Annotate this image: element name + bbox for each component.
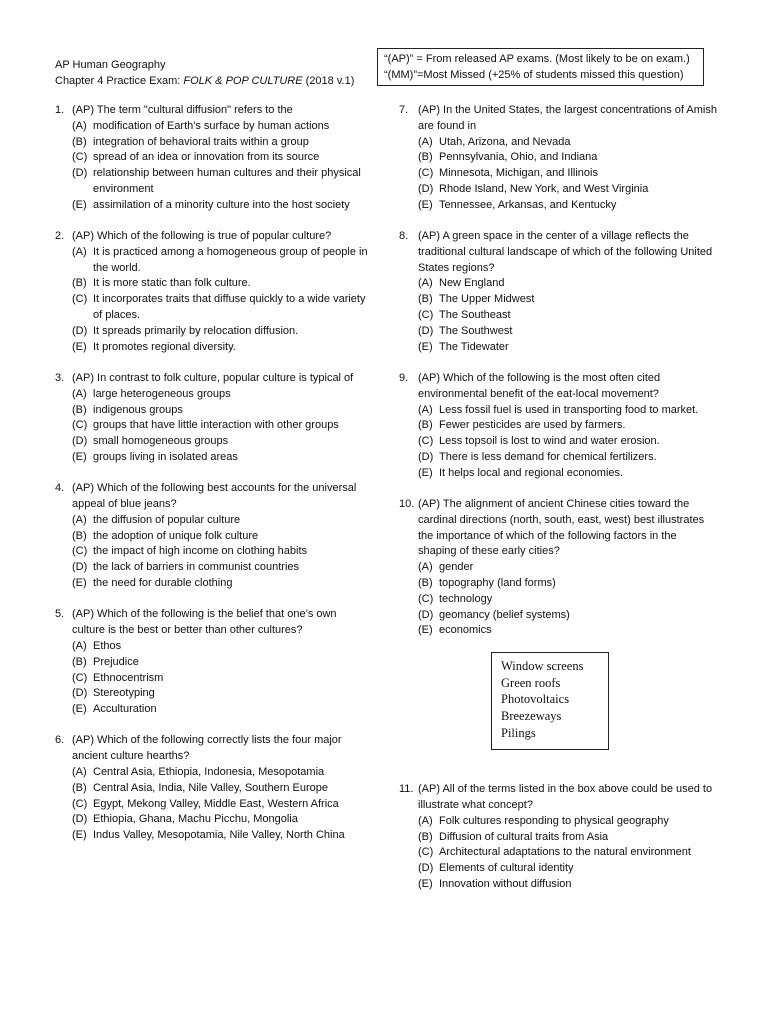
- option-letter: (A): [72, 245, 87, 258]
- term-item: Green roofs: [501, 675, 561, 690]
- option-text: It incorporates traits that diffuse quickly to a wide variety of places.: [93, 293, 366, 322]
- option-letter: (B): [418, 293, 433, 306]
- option-letter: (E): [72, 703, 87, 716]
- option-letter: (E): [418, 624, 433, 637]
- answer-option: [72, 434, 370, 450]
- question: [399, 103, 717, 214]
- answer-option: [418, 166, 717, 182]
- question: [55, 371, 370, 466]
- question-number: 4.: [55, 482, 65, 495]
- option-letter: (A): [72, 387, 87, 400]
- answer-option: [418, 623, 717, 639]
- term-item: Window screens: [501, 659, 584, 674]
- option-letter: (C): [418, 167, 434, 180]
- legend-box: [377, 48, 704, 86]
- course-title: AP Human Geography: [55, 59, 166, 71]
- option-text: large heterogeneous groups: [93, 387, 231, 400]
- question-number: 1.: [55, 104, 65, 116]
- option-text: integration of behavioral traits within a group: [93, 135, 309, 148]
- option-letter: (A): [72, 513, 87, 526]
- term-box: [491, 652, 609, 750]
- answer-option: [72, 119, 370, 135]
- option-letter: (C): [418, 846, 434, 859]
- option-text: It is more static than folk culture.: [93, 277, 251, 290]
- chapter-suffix: (2018 v.1): [302, 75, 355, 87]
- option-text: Less topsoil is lost to wind and water erosion.: [439, 435, 660, 448]
- option-letter: (E): [72, 829, 87, 842]
- option-text: Indus Valley, Mesopotamia, Nile Valley, North China: [93, 829, 345, 842]
- question-stem: [55, 103, 370, 119]
- option-letter: (A): [72, 765, 87, 778]
- option-text: Minnesota, Michigan, and Illinois: [439, 167, 598, 180]
- question-number: 11.: [399, 783, 414, 796]
- answer-option: [72, 765, 370, 781]
- answer-option: [418, 308, 717, 324]
- option-text: Tennessee, Arkansas, and Kentucky: [439, 198, 617, 211]
- option-letter: (C): [72, 151, 88, 164]
- option-letter: (E): [418, 466, 433, 479]
- question: [55, 607, 370, 718]
- option-text: relationship between human cultures and their physical environment: [93, 167, 361, 195]
- question-text: (AP) A green space in the center of a village reflects the traditional cultural landscape of which of the following United States regions?: [418, 230, 713, 274]
- option-text: the diffusion of popular culture: [93, 513, 241, 526]
- answer-option: [418, 418, 717, 434]
- exam-header: [55, 57, 354, 89]
- question: [399, 229, 717, 355]
- option-text: Pennsylvania, Ohio, and Indiana: [439, 151, 598, 164]
- question-stem: [399, 229, 717, 276]
- chapter-title: FOLK & POP CULTURE: [183, 75, 303, 87]
- option-letter: (E): [418, 340, 433, 353]
- answer-option: [418, 814, 717, 830]
- option-letter: (A): [418, 814, 433, 827]
- term-item: Photovoltaics: [501, 692, 570, 707]
- option-letter: (D): [418, 862, 434, 875]
- answer-option: [72, 702, 370, 718]
- answer-option: [418, 576, 717, 592]
- question-stem: [399, 371, 717, 403]
- answer-option: [72, 655, 370, 671]
- question-text: (AP) The term "cultural diffusion" refers to the: [72, 104, 293, 116]
- option-text: groups living in isolated areas: [93, 450, 238, 463]
- option-text: Fewer pesticides are used by farmers.: [439, 419, 626, 432]
- option-text: Less fossil fuel is used in transporting food to market.: [439, 403, 699, 416]
- answer-option: [418, 450, 717, 466]
- answer-options: [72, 513, 370, 592]
- option-text: It spreads primarily by relocation diffusion.: [93, 324, 299, 337]
- option-letter: (C): [72, 419, 88, 432]
- left-column: [55, 103, 370, 844]
- option-letter: (E): [72, 577, 87, 590]
- option-letter: (B): [72, 135, 87, 148]
- answer-option: [72, 781, 370, 797]
- option-letter: (D): [418, 608, 434, 621]
- option-text: The Southwest: [439, 324, 513, 337]
- question-text: (AP) In the United States, the largest concentrations of Amish are found in: [418, 104, 717, 132]
- option-letter: (B): [418, 419, 433, 432]
- answer-options: [72, 639, 370, 718]
- answer-option: [72, 166, 370, 198]
- option-letter: (A): [418, 135, 433, 148]
- question-stem: [55, 229, 370, 245]
- answer-option: [418, 592, 717, 608]
- option-text: spread of an idea or innovation from its source: [93, 151, 320, 164]
- answer-option: [72, 529, 370, 545]
- question: [55, 733, 370, 844]
- answer-option: [72, 797, 370, 813]
- option-text: There is less demand for chemical fertilizers.: [439, 450, 657, 463]
- option-letter: (E): [72, 450, 87, 463]
- option-letter: (C): [418, 592, 434, 605]
- question-text: (AP) Which of the following correctly lists the four major ancient culture hearths?: [72, 734, 342, 763]
- chapter-prefix: Chapter 4 Practice Exam:: [55, 75, 184, 87]
- question-number: 2.: [55, 230, 65, 243]
- question-number: 9.: [399, 371, 409, 384]
- option-text: Folk cultures responding to physical geography: [439, 814, 669, 827]
- answer-option: [72, 403, 370, 419]
- answer-option: [72, 450, 370, 466]
- legend-mm: “(MM)”=Most Missed (+25% of students missed this question): [384, 69, 684, 81]
- answer-options: [72, 387, 370, 466]
- question-stem: [399, 103, 717, 135]
- option-text: Stereotyping: [93, 687, 155, 700]
- question-stem: [399, 497, 717, 560]
- option-text: Innovation without diffusion: [439, 877, 572, 890]
- option-text: It promotes regional diversity.: [93, 340, 236, 353]
- option-letter: (E): [72, 198, 87, 211]
- question-stem: [399, 782, 717, 814]
- chapter-line: [55, 73, 354, 89]
- question-stem: [55, 371, 370, 387]
- question-text: (AP) The alignment of ancient Chinese cities toward the cardinal directions (north, south, east, west) best illustrates the importance of which of the following factors in the shaping of these early cities?: [418, 498, 705, 558]
- answer-option: [72, 135, 370, 151]
- answer-option: [72, 245, 370, 277]
- option-text: indigenous groups: [93, 403, 183, 416]
- option-text: topography (land forms): [439, 577, 556, 590]
- answer-option: [72, 198, 370, 214]
- answer-options: [72, 765, 370, 844]
- option-letter: (E): [72, 340, 87, 353]
- option-text: the impact of high income on clothing habits: [93, 545, 308, 558]
- option-letter: (D): [72, 687, 88, 700]
- option-text: the lack of barriers in communist countries: [93, 561, 300, 574]
- option-letter: (D): [72, 435, 88, 448]
- answer-option: [418, 861, 717, 877]
- question-number: 6.: [55, 734, 65, 747]
- question: [399, 497, 717, 639]
- option-letter: (D): [418, 450, 434, 463]
- option-text: the need for durable clothing: [93, 577, 233, 590]
- option-text: gender: [439, 561, 474, 574]
- question-text: (AP) All of the terms listed in the box above could be used to illustrate what concept?: [418, 783, 713, 811]
- answer-option: [418, 466, 717, 482]
- answer-option: [72, 387, 370, 403]
- answer-options: [418, 276, 717, 355]
- answer-option: [418, 182, 717, 198]
- answer-options: [418, 814, 717, 893]
- option-text: Rhode Island, New York, and West Virginia: [439, 182, 649, 195]
- option-text: Acculturation: [93, 703, 157, 716]
- term-item: Breezeways: [501, 708, 562, 723]
- option-letter: (C): [418, 435, 434, 448]
- answer-option: [418, 340, 717, 356]
- question: [55, 229, 370, 355]
- answer-options: [72, 245, 370, 356]
- option-text: economics: [439, 624, 492, 637]
- option-letter: (D): [418, 324, 434, 337]
- option-letter: (D): [72, 813, 88, 826]
- answer-option: [72, 418, 370, 434]
- option-text: modification of Earth's surface by human actions: [93, 119, 330, 132]
- option-letter: (A): [418, 277, 433, 290]
- answer-option: [418, 877, 717, 893]
- answer-option: [72, 560, 370, 576]
- option-text: Ethos: [93, 639, 122, 652]
- term-item: Pilings: [501, 725, 536, 740]
- option-letter: (D): [72, 324, 88, 337]
- answer-option: [72, 639, 370, 655]
- option-letter: (E): [418, 198, 433, 211]
- answer-option: [418, 434, 717, 450]
- option-letter: (B): [72, 277, 87, 290]
- answer-option: [418, 198, 717, 214]
- question-number: 10.: [399, 498, 415, 511]
- option-text: small homogeneous groups: [93, 435, 229, 448]
- question-number: 7.: [399, 104, 409, 116]
- answer-option: [72, 544, 370, 560]
- question-text: (AP) Which of the following best accounts for the universal appeal of blue jeans?: [72, 482, 357, 511]
- answer-options: [418, 135, 717, 214]
- option-letter: (A): [418, 561, 433, 574]
- answer-option: [418, 560, 717, 576]
- question-text: (AP) Which of the following is the belief that one’s own culture is the best or better than other cultures?: [72, 608, 337, 637]
- option-text: Ethnocentrism: [93, 671, 164, 684]
- answer-option: [72, 276, 370, 292]
- option-text: Prejudice: [93, 655, 139, 668]
- option-text: Ethiopia, Ghana, Machu Picchu, Mongolia: [93, 813, 298, 826]
- answer-option: [72, 513, 370, 529]
- option-text: the adoption of unique folk culture: [93, 529, 259, 542]
- option-text: assimilation of a minority culture into the host society: [93, 198, 350, 211]
- option-text: groups that have little interaction with other groups: [93, 419, 339, 432]
- answer-option: [418, 324, 717, 340]
- answer-options: [418, 560, 717, 639]
- question-text: (AP) Which of the following is the most often cited environmental benefit of the eat-local movement?: [418, 371, 661, 400]
- answer-option: [72, 828, 370, 844]
- option-text: New England: [439, 277, 505, 290]
- option-letter: (A): [72, 639, 87, 652]
- legend-ap: “(AP)” = From released AP exams. (Most likely to be on exam.): [384, 53, 690, 65]
- answer-option: [72, 671, 370, 687]
- answer-option: [72, 340, 370, 356]
- question-stem: [55, 481, 370, 513]
- option-text: Elements of cultural identity: [439, 862, 574, 875]
- question-number: 3.: [55, 371, 65, 384]
- option-text: Egypt, Mekong Valley, Middle East, Western Africa: [93, 797, 339, 810]
- question: [399, 371, 717, 482]
- answer-options: [418, 403, 717, 482]
- answer-option: [72, 686, 370, 702]
- question-number: 8.: [399, 230, 409, 243]
- answer-option: [418, 292, 717, 308]
- option-text: It helps local and regional economies.: [439, 466, 624, 479]
- option-letter: (B): [72, 655, 87, 668]
- answer-option: [418, 845, 717, 861]
- question: [55, 103, 370, 214]
- option-text: The Tidewater: [439, 340, 509, 353]
- answer-option: [72, 812, 370, 828]
- question-number: 5.: [55, 608, 65, 621]
- option-text: technology: [439, 592, 493, 605]
- option-text: Architectural adaptations to the natural environment: [439, 846, 691, 859]
- answer-option: [418, 135, 717, 151]
- option-letter: (C): [72, 797, 88, 810]
- option-letter: (D): [418, 182, 434, 195]
- answer-option: [418, 150, 717, 166]
- option-letter: (D): [72, 561, 88, 574]
- option-letter: (B): [72, 403, 87, 416]
- option-letter: (C): [72, 545, 88, 558]
- option-letter: (C): [72, 293, 88, 306]
- option-letter: (A): [418, 403, 433, 416]
- option-text: The Upper Midwest: [439, 293, 535, 306]
- question: [399, 782, 717, 893]
- option-text: geomancy (belief systems): [439, 608, 570, 621]
- answer-option: [418, 403, 717, 419]
- answer-option: [72, 576, 370, 592]
- answer-option: [72, 324, 370, 340]
- answer-options: [72, 119, 370, 214]
- option-letter: (B): [418, 577, 433, 590]
- option-letter: (B): [72, 781, 87, 794]
- option-text: Central Asia, India, Nile Valley, Southern Europe: [93, 781, 329, 794]
- question: [55, 481, 370, 592]
- question-text: (AP) In contrast to folk culture, popular culture is typical of: [72, 371, 354, 384]
- answer-option: [72, 292, 370, 324]
- option-letter: (C): [72, 671, 88, 684]
- right-column: [399, 103, 717, 893]
- option-text: Diffusion of cultural traits from Asia: [439, 830, 609, 843]
- question-stem: [55, 607, 370, 639]
- option-text: The Southeast: [439, 309, 511, 322]
- option-text: Central Asia, Ethiopia, Indonesia, Mesopotamia: [93, 765, 325, 778]
- question-stem: [55, 733, 370, 765]
- option-letter: (E): [418, 877, 433, 890]
- option-letter: (B): [72, 529, 87, 542]
- option-text: It is practiced among a homogeneous group of people in the world.: [93, 245, 368, 274]
- answer-option: [418, 608, 717, 624]
- option-letter: (B): [418, 151, 433, 164]
- option-letter: (C): [418, 309, 434, 322]
- answer-option: [418, 830, 717, 846]
- answer-option: [72, 150, 370, 166]
- option-letter: (D): [72, 167, 88, 180]
- question-text: (AP) Which of the following is true of popular culture?: [72, 230, 332, 243]
- option-letter: (A): [72, 119, 87, 132]
- option-letter: (B): [418, 830, 433, 843]
- answer-option: [418, 276, 717, 292]
- option-text: Utah, Arizona, and Nevada: [439, 135, 571, 148]
